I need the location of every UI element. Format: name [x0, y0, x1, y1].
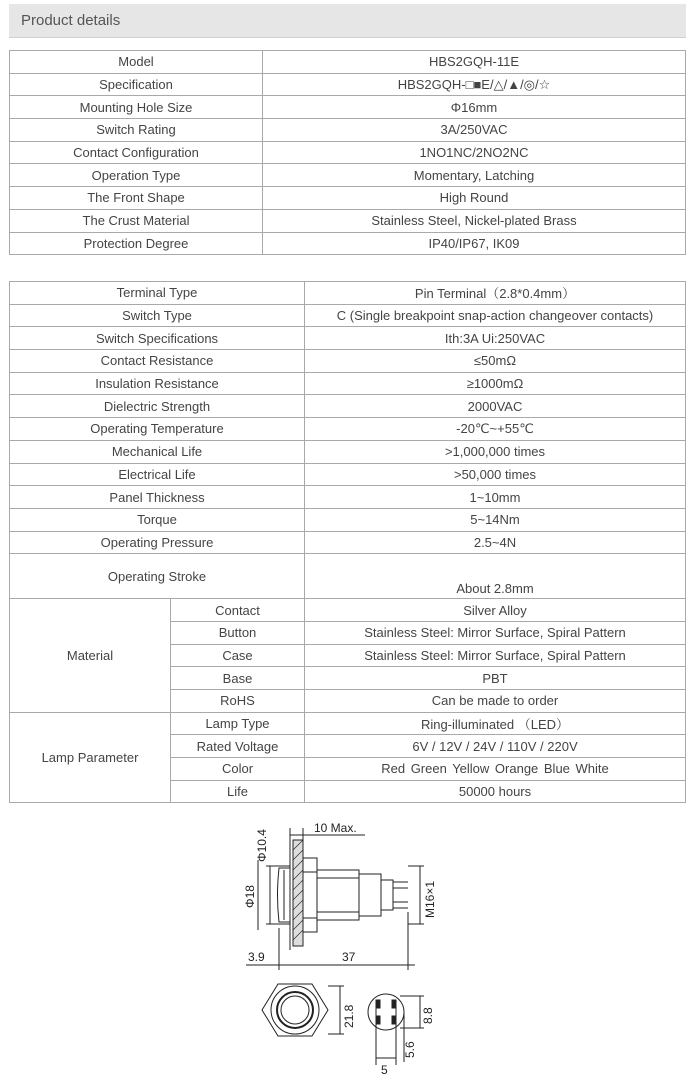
table-row	[10, 51, 686, 74]
dim-top-label: 10 Max.	[314, 821, 357, 835]
row-label: The Front Shape	[10, 187, 263, 210]
row-sublabel: Life	[171, 780, 305, 803]
row-value: Silver Alloy	[305, 599, 686, 622]
row-sublabel: Color	[171, 758, 305, 781]
row-sublabel: Contact	[171, 599, 305, 622]
table-row	[10, 327, 686, 350]
row-value: High Round	[263, 187, 686, 210]
row-label: Operation Type	[10, 164, 263, 187]
nut	[303, 858, 317, 932]
section-title: Product details	[21, 12, 121, 29]
row-label: Protection Degree	[10, 232, 263, 255]
row-label: Specification	[10, 73, 263, 96]
row-value: -20℃~+55℃	[305, 418, 686, 441]
row-value: Ring-illuminated （LED）	[305, 712, 686, 735]
row-value: 50000 hours	[305, 780, 686, 803]
row-sublabel: Lamp Type	[171, 712, 305, 735]
table-row	[10, 141, 686, 164]
table-row	[10, 164, 686, 187]
row-value: 1~10mm	[305, 486, 686, 509]
row-label: Contact Resistance	[10, 350, 305, 373]
row-value: C (Single breakpoint snap-action changeover contacts)	[305, 304, 686, 327]
table-row	[10, 508, 686, 531]
row-value: HBS2GQH-11E	[263, 51, 686, 74]
rear-view	[368, 994, 404, 1030]
row-sublabel: Rated Voltage	[171, 735, 305, 758]
row-value: 6V / 12V / 24V / 110V / 220V	[305, 735, 686, 758]
row-value: ≥1000mΩ	[305, 372, 686, 395]
table-row	[10, 209, 686, 232]
row-value: Stainless Steel, Nickel-plated Brass	[263, 209, 686, 232]
row-label: Panel Thickness	[10, 486, 305, 509]
row-sublabel: Button	[171, 621, 305, 644]
row-label: Insulation Resistance	[10, 372, 305, 395]
row-value: IP40/IP67, IK09	[263, 232, 686, 255]
row-value: ≤50mΩ	[305, 350, 686, 373]
table-row	[10, 440, 686, 463]
dim-218-label: 21.8	[342, 1004, 356, 1028]
row-value: HBS2GQH-□■E/△/▲/◎/☆	[263, 73, 686, 96]
row-sublabel: Case	[171, 644, 305, 667]
table-row	[10, 350, 686, 373]
row-value: About 2.8mm	[305, 554, 686, 599]
dim-5-label: 5	[381, 1063, 388, 1077]
table-row	[10, 531, 686, 554]
row-value: >1,000,000 times	[305, 440, 686, 463]
row-value: 2000VAC	[305, 395, 686, 418]
row-label: Dielectric Strength	[10, 395, 305, 418]
table-row	[10, 463, 686, 486]
panel	[293, 840, 303, 946]
table-row	[10, 119, 686, 142]
row-sublabel: RoHS	[171, 690, 305, 713]
row-label: The Crust Material	[10, 209, 263, 232]
row-value: Can be made to order	[305, 690, 686, 713]
table-row	[10, 232, 686, 255]
table-row	[10, 96, 686, 119]
row-label: Operating Stroke	[10, 554, 305, 599]
table-row	[10, 418, 686, 441]
dim-37-label: 37	[342, 950, 356, 964]
row-value: PBT	[305, 667, 686, 690]
row-value: Ith:3A Ui:250VAC	[305, 327, 686, 350]
row-label: Terminal Type	[10, 282, 305, 305]
table-row	[10, 395, 686, 418]
table-row	[10, 282, 686, 305]
table-row	[10, 554, 686, 599]
dim-m16-label: M16×1	[423, 880, 437, 918]
dim-56-label: 5.6	[403, 1041, 417, 1058]
dim-39-label: 3.9	[248, 950, 265, 964]
row-value: >50,000 times	[305, 463, 686, 486]
row-label: Switch Rating	[10, 119, 263, 142]
row-value: Stainless Steel: Mirror Surface, Spiral Pattern	[305, 644, 686, 667]
group-label-lamp: Lamp Parameter	[10, 712, 171, 803]
row-label: Operating Pressure	[10, 531, 305, 554]
row-label: Operating Temperature	[10, 418, 305, 441]
table-row	[10, 372, 686, 395]
table-row	[10, 599, 686, 622]
dim-88-label: 8.8	[421, 1007, 435, 1024]
row-label: Mounting Hole Size	[10, 96, 263, 119]
table-row	[10, 486, 686, 509]
row-label: Switch Type	[10, 304, 305, 327]
row-label: Torque	[10, 508, 305, 531]
row-value: 2.5~4N	[305, 531, 686, 554]
row-value: 3A/250VAC	[263, 119, 686, 142]
table-row	[10, 304, 686, 327]
row-value: Pin Terminal（2.8*0.4mm）	[305, 282, 686, 305]
row-label: Model	[10, 51, 263, 74]
row-label: Contact Configuration	[10, 141, 263, 164]
row-label: Mechanical Life	[10, 440, 305, 463]
row-value: 1NO1NC/2NO2NC	[263, 141, 686, 164]
row-value: 5~14Nm	[305, 508, 686, 531]
table-row	[10, 712, 686, 735]
row-value: Stainless Steel: Mirror Surface, Spiral Pattern	[305, 621, 686, 644]
spec-table-basic	[9, 50, 686, 255]
dimension-drawing	[0, 800, 695, 1088]
dim-phi18-label: Φ18	[243, 885, 257, 908]
dim-phi104-label: Φ10.4	[255, 829, 269, 862]
group-label-material: Material	[10, 599, 171, 712]
table-row	[10, 187, 686, 210]
row-value: Momentary, Latching	[263, 164, 686, 187]
section-header	[9, 4, 686, 38]
spec-table-detail	[9, 281, 686, 803]
row-value: Red Green Yellow Orange Blue White	[305, 758, 686, 781]
row-value: Φ16mm	[263, 96, 686, 119]
row-label: Electrical Life	[10, 463, 305, 486]
row-label: Switch Specifications	[10, 327, 305, 350]
table-row	[10, 73, 686, 96]
row-sublabel: Base	[171, 667, 305, 690]
